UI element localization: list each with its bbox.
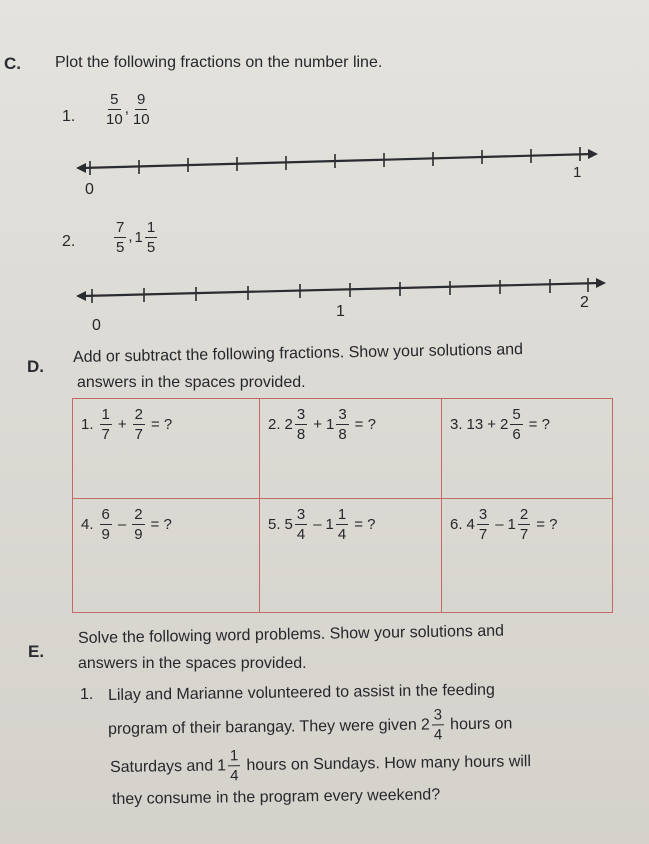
problem-cell[interactable] bbox=[442, 499, 613, 613]
number-line-1 bbox=[70, 142, 610, 202]
problem-3: 3. 13 + 2 $\frac{5}{6}$ = ? bbox=[450, 406, 550, 443]
problem-2: 2. 2 $\frac{3}{8}$ + 1 $\frac{3}{8}$ = ? bbox=[268, 406, 376, 443]
fraction: $\frac{5}{10}$ bbox=[106, 91, 123, 128]
word-problem-1-line3: Saturdays and 1 $\frac{1}{4}$ hours on Sundays. How many hours will bbox=[109, 747, 532, 785]
word-problem-1-line2: program of their barangay. They were given 2 $\frac{3}{4}$ hours on bbox=[107, 706, 513, 744]
section-e-instruction-line2: answers in the spaces provided. bbox=[78, 655, 307, 672]
line2-label-2: 2 bbox=[580, 294, 589, 311]
fraction: $\frac{9}{10}$ bbox=[132, 91, 150, 128]
mixed-number: 1 $\frac{1}{5}$ bbox=[134, 219, 156, 256]
section-d-instruction-line1: Add or subtract the following fractions. Show your solutions and bbox=[72, 341, 524, 366]
problem-4: 4. $\frac{6}{9}$ – $\frac{2}{9}$ = ? bbox=[81, 506, 172, 543]
problem-6: 6. 4 $\frac{3}{7}$ – 1 $\frac{2}{7}$ = ? bbox=[450, 506, 558, 543]
problem-cell[interactable] bbox=[260, 399, 442, 499]
c-item1-number: 1. bbox=[62, 108, 76, 125]
problem-5: 5. 5 $\frac{3}{4}$ – 1 $\frac{1}{4}$ = ? bbox=[268, 506, 376, 543]
line1-label-1: 1 bbox=[573, 164, 582, 181]
section-c-instruction: Plot the following fractions on the number line. bbox=[55, 54, 383, 71]
word-problem-1-number: 1. bbox=[80, 686, 94, 703]
c-item1-fractions: $\frac{5}{10}$ , $\frac{9}{10}$ bbox=[106, 91, 150, 128]
word-problem-1-line1: Lilay and Marianne volunteered to assist in the feeding bbox=[107, 681, 496, 704]
problem-cell[interactable] bbox=[260, 499, 442, 613]
section-e-instruction-line1: Solve the following word problems. Show your solutions and bbox=[77, 622, 505, 647]
line2-label-1: 1 bbox=[336, 303, 345, 320]
section-d-instruction-line2: answers in the spaces provided. bbox=[77, 374, 306, 391]
problem-cell[interactable] bbox=[73, 499, 260, 613]
section-c-letter: C. bbox=[4, 54, 21, 73]
c-item2-number: 2. bbox=[62, 233, 76, 250]
problems-table bbox=[72, 398, 613, 613]
c-item2-fractions: $\frac{7}{5}$ , 1 $\frac{1}{5}$ bbox=[112, 220, 159, 255]
fraction: $\frac{7}{5}$ bbox=[116, 219, 125, 256]
problem-cell[interactable] bbox=[442, 399, 613, 499]
section-d-letter: D. bbox=[27, 357, 44, 376]
section-e-letter: E. bbox=[28, 642, 45, 661]
line2-label-0: 0 bbox=[92, 317, 101, 334]
problem-cell[interactable] bbox=[73, 399, 260, 499]
line1-label-0: 0 bbox=[85, 181, 94, 198]
word-problem-1-line4: they consume in the program every weekend? bbox=[111, 786, 441, 808]
problem-1: 1. $\frac{1}{7}$ + $\frac{2}{7}$ = ? bbox=[81, 406, 173, 443]
